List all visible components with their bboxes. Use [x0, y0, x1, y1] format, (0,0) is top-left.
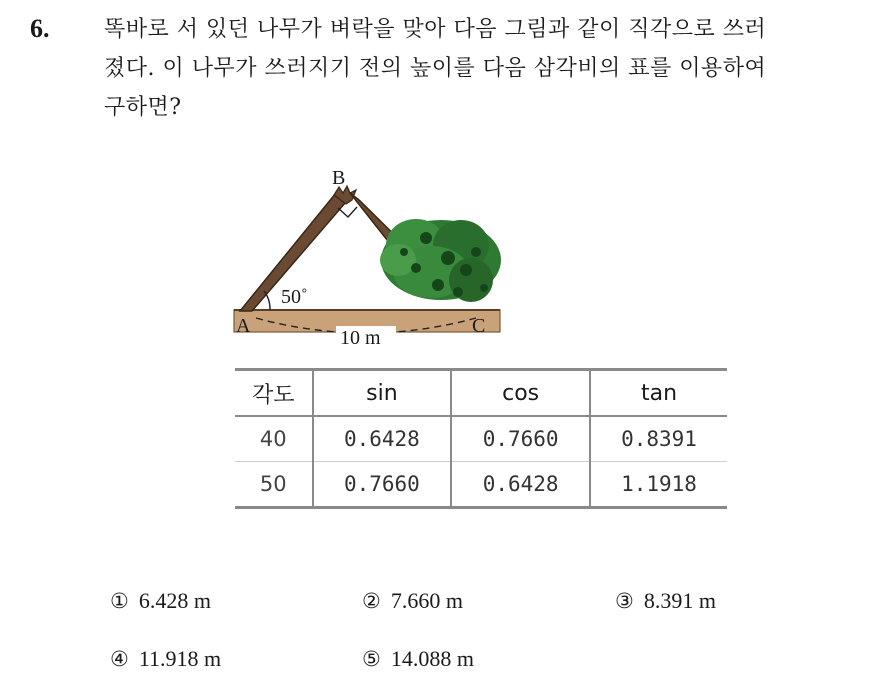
table-row — [235, 416, 727, 462]
table-cell: 0.6428 — [451, 462, 590, 508]
tree-figure — [226, 160, 516, 360]
table-header: cos — [451, 370, 590, 417]
table-cell: 50 — [235, 462, 313, 508]
choice-text: 7.660 m — [390, 588, 463, 613]
foliage — [380, 219, 501, 302]
table-cell: 0.8391 — [590, 416, 727, 462]
question-number: 6. — [30, 14, 50, 43]
table-cell: 0.7660 — [451, 416, 590, 462]
point-label-a: A — [236, 315, 251, 337]
choice-number: ② — [362, 589, 381, 613]
choice-text: 14.088 m — [390, 646, 474, 671]
choice-text: 8.391 m — [643, 588, 716, 613]
point-label-b: B — [332, 167, 346, 189]
angle-label: 50˚ — [281, 286, 308, 308]
distance-label: 10 m — [340, 327, 381, 349]
choice-3[interactable] — [615, 588, 716, 614]
question-line-2: 졌다. 이 나무가 쓰러지기 전의 높이를 다음 삼각비의 표를 이용하여 — [104, 56, 767, 81]
choice-4[interactable] — [110, 646, 221, 672]
table-cell: 0.7660 — [313, 462, 452, 508]
choice-text: 11.918 m — [138, 646, 222, 671]
choice-5[interactable] — [362, 646, 474, 672]
choice-number: ③ — [615, 589, 634, 613]
table-row — [235, 462, 727, 508]
table-cell: 1.1918 — [590, 462, 727, 508]
tree-diagram — [226, 160, 516, 360]
choice-number: ⑤ — [362, 647, 381, 671]
point-label-c: C — [472, 315, 486, 337]
choice-number: ④ — [110, 647, 129, 671]
question-line-3: 구하면? — [104, 95, 182, 120]
table-header-row — [235, 370, 727, 417]
choice-1[interactable] — [110, 588, 211, 614]
table-cell: 40 — [235, 416, 313, 462]
table-header: 각도 — [235, 370, 313, 417]
trig-table — [235, 368, 727, 509]
table-cell: 0.6428 — [313, 416, 452, 462]
table-header: sin — [313, 370, 452, 417]
choice-text: 6.428 m — [138, 588, 211, 613]
choice-2[interactable] — [362, 588, 463, 614]
question-text — [104, 10, 874, 127]
question-line-1: 똑바로 서 있던 나무가 벼락을 맞아 다음 그림과 같이 직각으로 쓰러 — [104, 17, 767, 42]
table-header: tan — [590, 370, 727, 417]
choice-number: ① — [110, 589, 129, 613]
